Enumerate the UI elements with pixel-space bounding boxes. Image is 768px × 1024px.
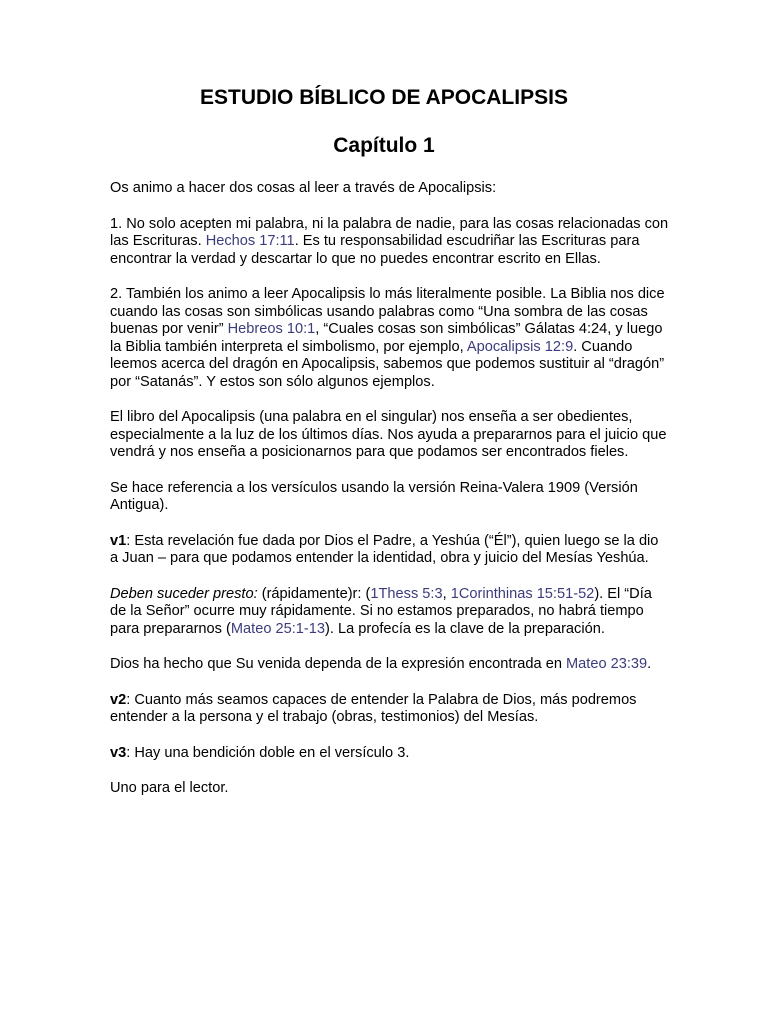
document-body (110, 180, 670, 816)
verse-2-label: v2 (110, 691, 127, 708)
paragraph-3: El libro del Apocalipsis (una palabra en el singular) nos enseña a ser obedientes, especialmente a la luz de los últimos días. Nos ayuda a prepararnos para el juicio que vendrá y nos enseña a posicionarnos para que podamos ser encontrados fieles. (110, 409, 667, 460)
reference-link-apocalipsis[interactable]: Apocalipsis 12:9 (466, 338, 574, 355)
paragraph-6-text-c: ). La profecía es la clave de la preparación. (325, 620, 605, 637)
reference-link-mateo-23[interactable]: Mateo 23:39 (566, 656, 648, 672)
paragraph-6-italic: Deben suceder presto: (110, 585, 258, 602)
verse-3-text: : Hay una bendición doble en el versículo 3. (126, 744, 410, 761)
paragraph-6-text-a: (rápidamente)r: ( (257, 585, 371, 602)
paragraph-1-text-b: . Es tu responsabilidad escudriñar las Escrituras para encontrar la verdad y descartar lo que no puedes encontrar escrito en Ellas. (110, 233, 640, 267)
chapter-heading: Capítulo 1 (333, 134, 435, 157)
paragraph-2-text-a: 2. También los animo a leer Apocalipsis lo más literalmente posible. La Biblia nos dice cuando las cosas son simbólicas usando palabras como “Una sombra de las cosas buenas por venir” (110, 286, 665, 337)
paragraph-1 (110, 216, 670, 269)
paragraph-6-text-b: ). El “Día de la Señor” ocurre muy rápidamente. Si no estamos preparados, no habrá tiempo para prepararnos ( (110, 585, 652, 637)
paragraph-4: Se hace referencia a los versículos usando la versión Reina-Valera 1909 (Versión Antigua). (110, 479, 638, 513)
paragraph-7 (110, 656, 670, 674)
paragraph-7-text-b: . (647, 656, 652, 672)
verse-1-text: : Esta revelación fue dada por Dios el Padre, a Yeshúa (“Él”), quien luego se la dio a Juan – para que podamos entender la identidad, obra y juicio del Mesías Yeshúa. (110, 532, 659, 566)
reference-link-mateo-25[interactable]: Mateo 25:1-13 (230, 620, 325, 637)
paragraph-2-text-b: , “Cuales cosas son simbólicas” Gálatas 4:24, y luego la Biblia también interpreta el simbolismo, por ejemplo, (110, 321, 663, 355)
reference-link-1thess[interactable]: 1Thess 5:3 (370, 585, 443, 602)
verse-3-label: v3 (110, 744, 127, 761)
verse-1-paragraph (110, 533, 670, 568)
paragraph-2-text-c: . Cuando leemos acerca del dragón en Apocalipsis, sabemos que podemos sustituir al “dragón” por “Satanás”. Y estos son sólo algunos ejemplos. (110, 338, 665, 390)
reference-link-hechos[interactable]: Hechos 17:11 (205, 233, 295, 249)
paragraph-1-text-a: 1. No solo acepten mi palabra, ni la palabra de nadie, para las cosas relacionadas con las Escrituras. (110, 215, 669, 249)
paragraph-6 (110, 586, 670, 639)
verse-1-label: v1 (110, 532, 127, 549)
verse-3-paragraph (110, 745, 670, 763)
paragraph-7-text-a: Dios ha hecho que Su venida dependa de la expresión encontrada en (110, 656, 566, 672)
verse-2-paragraph (110, 692, 670, 727)
intro-paragraph: Os animo a hacer dos cosas al leer a través de Apocalipsis: (110, 180, 497, 196)
paragraph-10: Uno para el lector. (110, 780, 229, 796)
reference-link-1corinthinas[interactable]: 1Corinthinas 15:51-52 (450, 585, 595, 602)
reference-link-hebreos[interactable]: Hebreos 10:1 (227, 321, 316, 337)
document-title: ESTUDIO BÍBLICO DE APOCALIPSIS (200, 86, 568, 109)
verse-2-text: : Cuanto más seamos capaces de entender la Palabra de Dios, más podremos entender a la persona y el trabajo (obras, testimonios) del Mesías. (110, 691, 637, 725)
paragraph-6-sep: , (442, 585, 451, 602)
paragraph-2 (110, 286, 670, 391)
